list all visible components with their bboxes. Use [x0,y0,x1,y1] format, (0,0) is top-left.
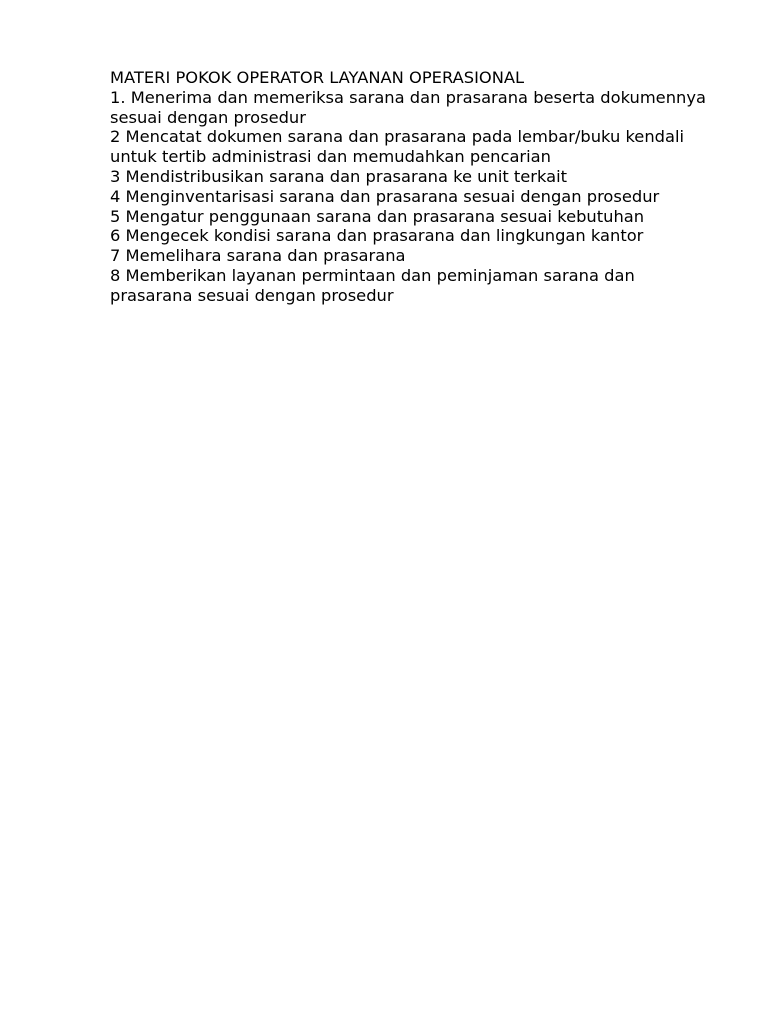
list-item: 6 Mengecek kondisi sarana dan prasarana dan lingkungan kantor [110,226,644,246]
list-item: 3 Mendistribusikan sarana dan prasarana ke unit terkait [110,166,568,186]
document-title: MATERI POKOK OPERATOR LAYANAN OPERASIONAL [110,68,525,87]
list-item: 8 Memberikan layanan permintaan dan peminjaman sarana dan prasarana sesuai dengan prosedur [110,265,635,305]
list-item: 1. Menerima dan memeriksa sarana dan prasarana beserta dokumennya sesuai dengan prosedur [110,87,706,127]
list-item: 7 Memelihara sarana dan prasarana [110,246,406,266]
document-body [110,68,710,306]
list-item: 2 Mencatat dokumen sarana dan prasarana pada lembar/buku kendali untuk tertib administrasi dan memudahkan pencarian [110,127,685,167]
list-item: 5 Mengatur penggunaan sarana dan prasarana sesuai kebutuhan [110,206,645,226]
list-item: 4 Menginventarisasi sarana dan prasarana sesuai dengan prosedur [110,186,660,206]
